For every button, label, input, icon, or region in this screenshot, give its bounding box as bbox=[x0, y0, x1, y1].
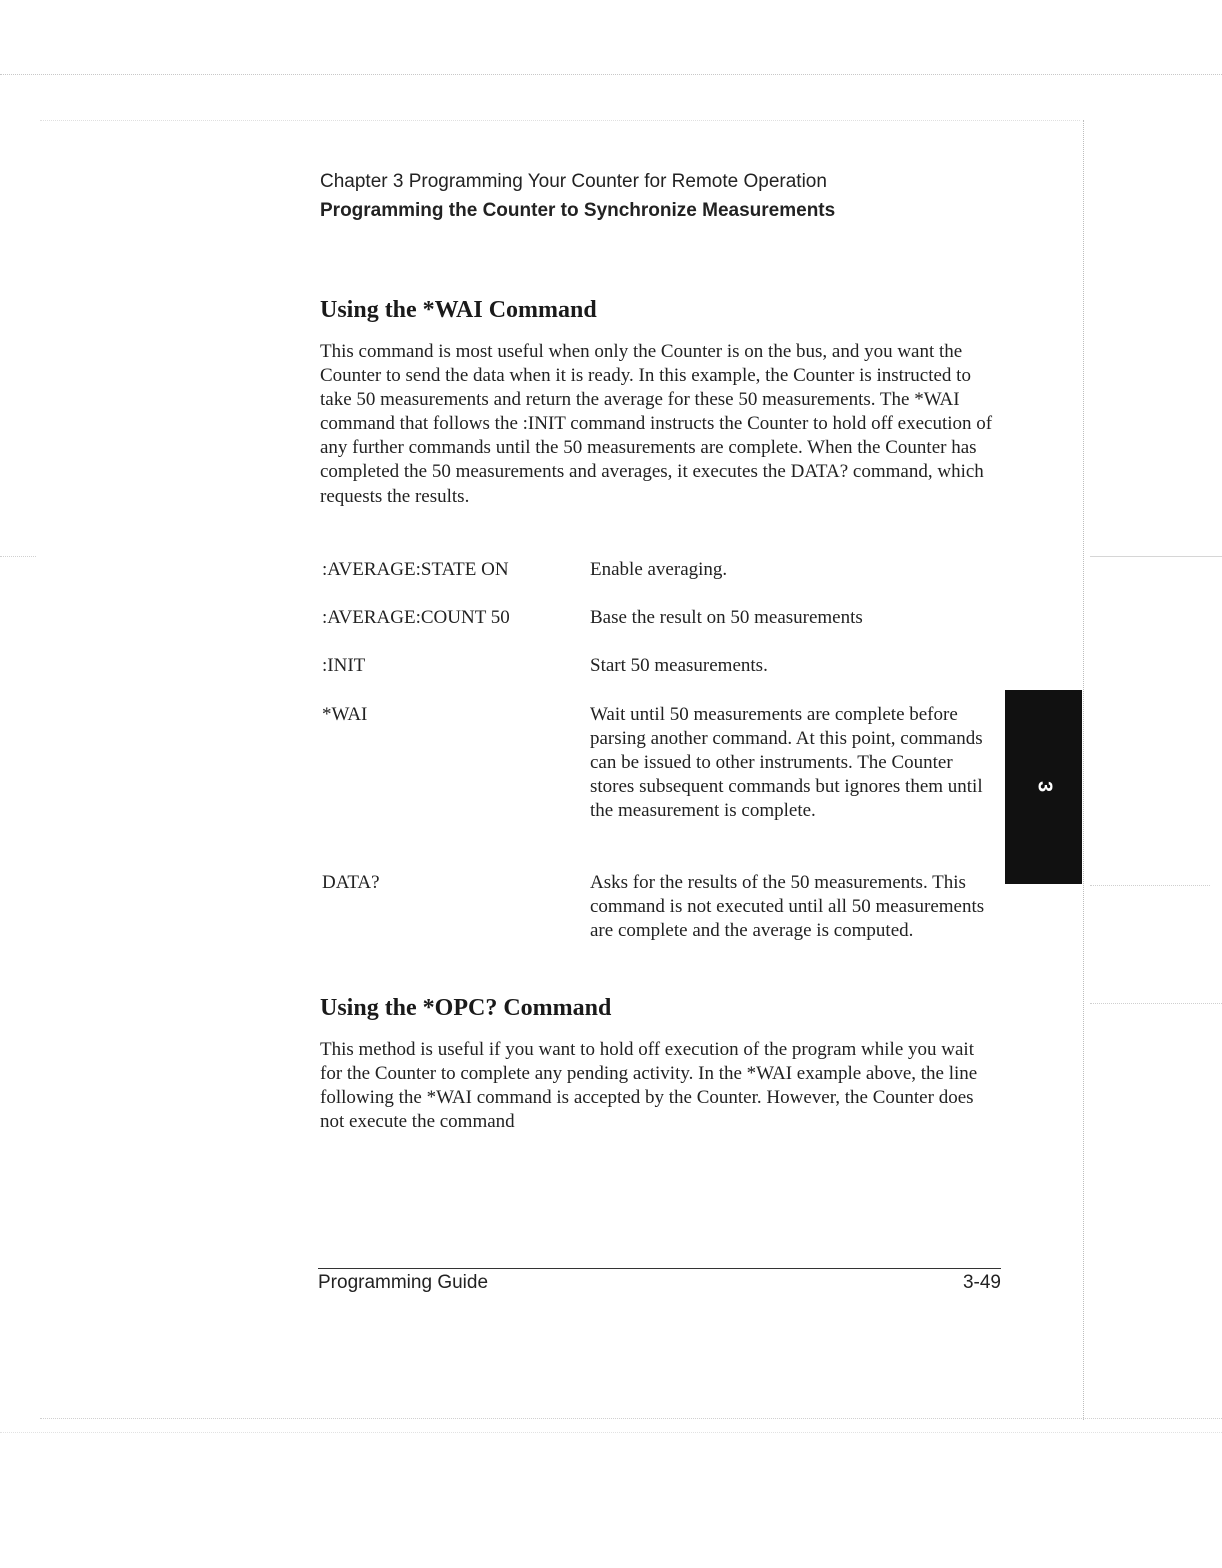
scan-edge-right bbox=[1083, 120, 1084, 1420]
footer-rule bbox=[318, 1268, 1001, 1269]
opc-heading: Using the *OPC? Command bbox=[320, 995, 612, 1021]
scan-mark bbox=[1090, 885, 1210, 886]
command-name: DATA? bbox=[322, 872, 380, 893]
chapter-title: Chapter 3 Programming Your Counter for Remote Operation bbox=[320, 171, 827, 192]
chapter-tab-number: 3 bbox=[1033, 780, 1056, 793]
command-description: Asks for the results of the 50 measurements. This command is not executed until all 50 measurements are complete and the average is computed. bbox=[590, 872, 985, 942]
scan-mark bbox=[1090, 556, 1222, 557]
wai-paragraph: This command is most useful when only the Counter is on the bus, and you want the Counter to send the data when it is ready. In this example, the Counter is instructed to take 50 measurements and return the average for these 50 measurements. The *WAI command that follows the :INIT command instructs the Counter to hold off execution of any further commands until the 50 measurements are complete. When the Counter has completed the 50 measurements and averages, it executes the DATA? command, which requests the results. bbox=[320, 341, 993, 507]
scan-edge-top-inner bbox=[40, 120, 1080, 121]
command-description: Base the result on 50 measurements bbox=[590, 607, 863, 628]
scan-edge-bottom bbox=[40, 1418, 1222, 1419]
wai-heading: Using the *WAI Command bbox=[320, 297, 597, 323]
page-number: 3-49 bbox=[962, 1272, 1001, 1293]
command-name: :INIT bbox=[322, 655, 366, 676]
command-name: :AVERAGE:COUNT 50 bbox=[322, 607, 510, 628]
footer-guide-title: Programming Guide bbox=[318, 1272, 489, 1293]
scan-mark bbox=[0, 556, 36, 557]
running-header bbox=[320, 170, 835, 223]
scan-edge-bottom-outer bbox=[0, 1432, 1222, 1433]
scan-mark bbox=[1090, 1003, 1222, 1004]
scan-edge-top bbox=[0, 74, 1222, 75]
command-description: Wait until 50 measurements are complete before parsing another command. At this point, commands can be issued to other instruments. The Counter stores subsequent commands but ignores them until the measurement is complete. bbox=[590, 704, 983, 822]
command-name: *WAI bbox=[322, 704, 368, 725]
command-description: Enable averaging. bbox=[590, 559, 728, 580]
command-description: Start 50 measurements. bbox=[590, 655, 768, 676]
command-name: :AVERAGE:STATE ON bbox=[322, 559, 509, 580]
section-title: Programming the Counter to Synchronize Measurements bbox=[320, 200, 836, 221]
opc-paragraph: This method is useful if you want to hold off execution of the program while you wait for the Counter to complete any pending activity. In the *WAI example above, the line following the *WAI command is accepted by the Counter. However, the Counter does not execute the command bbox=[320, 1039, 978, 1133]
